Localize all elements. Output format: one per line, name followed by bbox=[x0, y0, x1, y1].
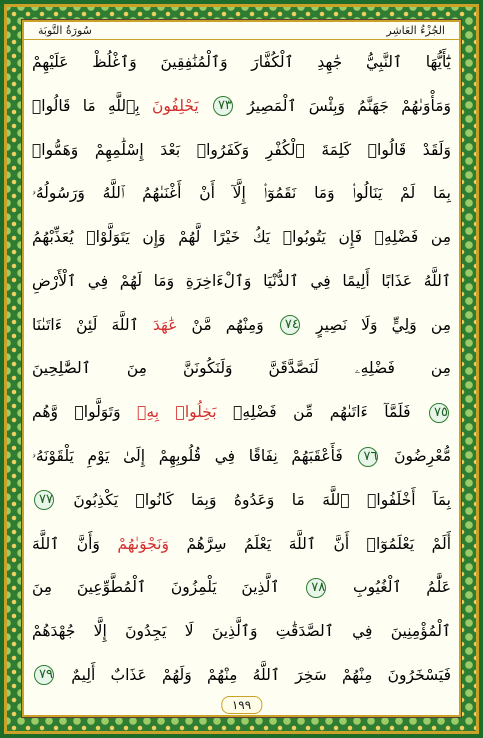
verse-text: ٱللَّهَ لَئِنْ ءَاتَىٰنَا bbox=[32, 315, 153, 334]
verse-line bbox=[32, 219, 451, 255]
verse-text: بِٱللَّهِ مَا قَالُوا۟ bbox=[32, 96, 152, 115]
verse-line bbox=[32, 88, 451, 124]
verse-text: وَأَنَّ ٱللَّهَ bbox=[32, 534, 118, 553]
verse-text: مِن وَلِيٍّ وَلَا نَصِيرٍ bbox=[301, 315, 451, 334]
verse-text: وَلَقَدْ قَالُوا۟ كَلِمَةَ ٱلْكُفْرِ وَكَفَرُوا۟ بَعْدَ إِسْلَٰمِهِمْ وَهَمُّوا۟ bbox=[32, 140, 451, 159]
highlighted-word: يَحْلِفُونَ bbox=[151, 96, 199, 115]
verse-text: مُّعْرِضُونَ bbox=[380, 447, 451, 466]
ayah-number-marker: ٧٤ bbox=[280, 315, 300, 335]
ayah-number-marker: ٧٩ bbox=[34, 665, 54, 685]
verse-line bbox=[32, 350, 451, 386]
verse-text: وَمِنْهُم مَّنْ bbox=[177, 315, 278, 334]
surah-name: سُورَةُ التَّوبَة bbox=[38, 24, 92, 37]
verse-line bbox=[32, 526, 451, 562]
ayah-number-marker: ٧٧ bbox=[34, 490, 54, 510]
verse-line bbox=[32, 263, 451, 299]
verse-text: مِن فَضْلِهِۦ فَإِن يَتُوبُوا۟ يَكُ خَيْرًا لَّهُمْ وَإِن يَتَوَلَّوْا۟ يُعَذِّبْهُمُ bbox=[32, 228, 451, 247]
verse-line bbox=[32, 438, 451, 474]
verse-text: ٱلَّذِينَ يَلْمِزُونَ ٱلْمُطَّوِّعِينَ مِنَ bbox=[32, 578, 305, 597]
page-header bbox=[24, 22, 459, 40]
verse-text: وَتَوَلَّوا۟ وَّهُم bbox=[32, 403, 138, 422]
page-content-frame bbox=[22, 20, 461, 717]
verse-text: ٱلْمُؤْمِنِينَ فِي ٱلصَّدَقَٰتِ وَٱلَّذِينَ لَا يَجِدُونَ إِلَّا جُهْدَهُمْ bbox=[32, 622, 451, 641]
verse-text: بِمَا لَمْ يَنَالُوا۟ وَمَا نَقَمُوٓا۟ إِلَّآ أَنْ أَغْنَىٰهُمُ ٱللَّهُ وَرَسُولُهُۥ bbox=[32, 184, 451, 203]
ayah-number-marker: ٧٦ bbox=[358, 447, 378, 467]
verse-line bbox=[32, 613, 451, 649]
verse-line bbox=[32, 307, 451, 343]
ayah-number-marker: ٧٣ bbox=[213, 96, 233, 116]
verse-text: وَمَأْوَىٰهُمْ جَهَنَّمُ وَبِئْسَ ٱلْمَصِيرُ bbox=[234, 96, 451, 115]
highlighted-word: بَخِلُوا۟ بِهِۦ bbox=[137, 403, 217, 422]
verse-text: ٱللَّهُ عَذَابًا أَلِيمًا فِي ٱلدُّنْيَا وَٱلْءَاخِرَةِ وَمَا لَهُمْ فِي ٱلْأَرْضِ bbox=[32, 271, 451, 290]
verse-line bbox=[32, 482, 451, 518]
verse-text bbox=[199, 97, 211, 115]
ayah-number-marker: ٧٥ bbox=[429, 403, 449, 423]
verse-text: يَٰٓأَيُّهَا ٱلنَّبِيُّ جَٰهِدِ ٱلْكُفَّارَ وَٱلْمُنَٰفِقِينَ وَٱغْلُظْ عَلَيْهِمْ bbox=[32, 53, 451, 71]
verse-text: أَلَمْ يَعْلَمُوٓا۟ أَنَّ ٱللَّهَ يَعْلَمُ سِرَّهُمْ bbox=[169, 534, 451, 553]
juz-name: الجُزْءُ العَاشِر bbox=[386, 24, 445, 37]
highlighted-word: وَنَجْوَىٰهُمْ bbox=[117, 534, 169, 553]
verse-line bbox=[32, 175, 451, 211]
verse-text: فَلَمَّآ ءَاتَىٰهُم مِّن فَضْلِهِۦ bbox=[216, 403, 427, 422]
verse-line bbox=[32, 394, 451, 430]
quran-text bbox=[32, 44, 451, 693]
verse-line bbox=[32, 569, 451, 605]
verse-line bbox=[32, 44, 451, 80]
verse-line bbox=[32, 132, 451, 168]
verse-text: بِمَآ أَخْلَفُوا۟ ٱللَّهَ مَا وَعَدُوهُ وَبِمَا كَانُوا۟ يَكْذِبُونَ bbox=[56, 490, 451, 509]
page-number: ١٩٩ bbox=[221, 696, 262, 714]
verse-line bbox=[32, 657, 451, 693]
verse-text: فَيَسْخَرُونَ مِنْهُمْ سَخِرَ ٱللَّهُ مِنْهُمْ وَلَهُمْ عَذَابٌ أَلِيمٌ bbox=[56, 665, 451, 684]
verse-text: مِن فَضْلِهِۦ لَنَصَّدَّقَنَّ وَلَنَكُونَنَّ مِنَ ٱلصَّٰلِحِينَ bbox=[32, 359, 451, 378]
verse-text: فَأَعْقَبَهُمْ نِفَاقًا فِي قُلُوبِهِمْ إِلَىٰ يَوْمِ يَلْقَوْنَهُۥ bbox=[32, 447, 357, 466]
verse-text: عَلَّٰمُ ٱلْغُيُوبِ bbox=[328, 578, 451, 597]
highlighted-word: عَٰهَدَ bbox=[152, 315, 178, 334]
ayah-number-marker: ٧٨ bbox=[306, 578, 326, 598]
